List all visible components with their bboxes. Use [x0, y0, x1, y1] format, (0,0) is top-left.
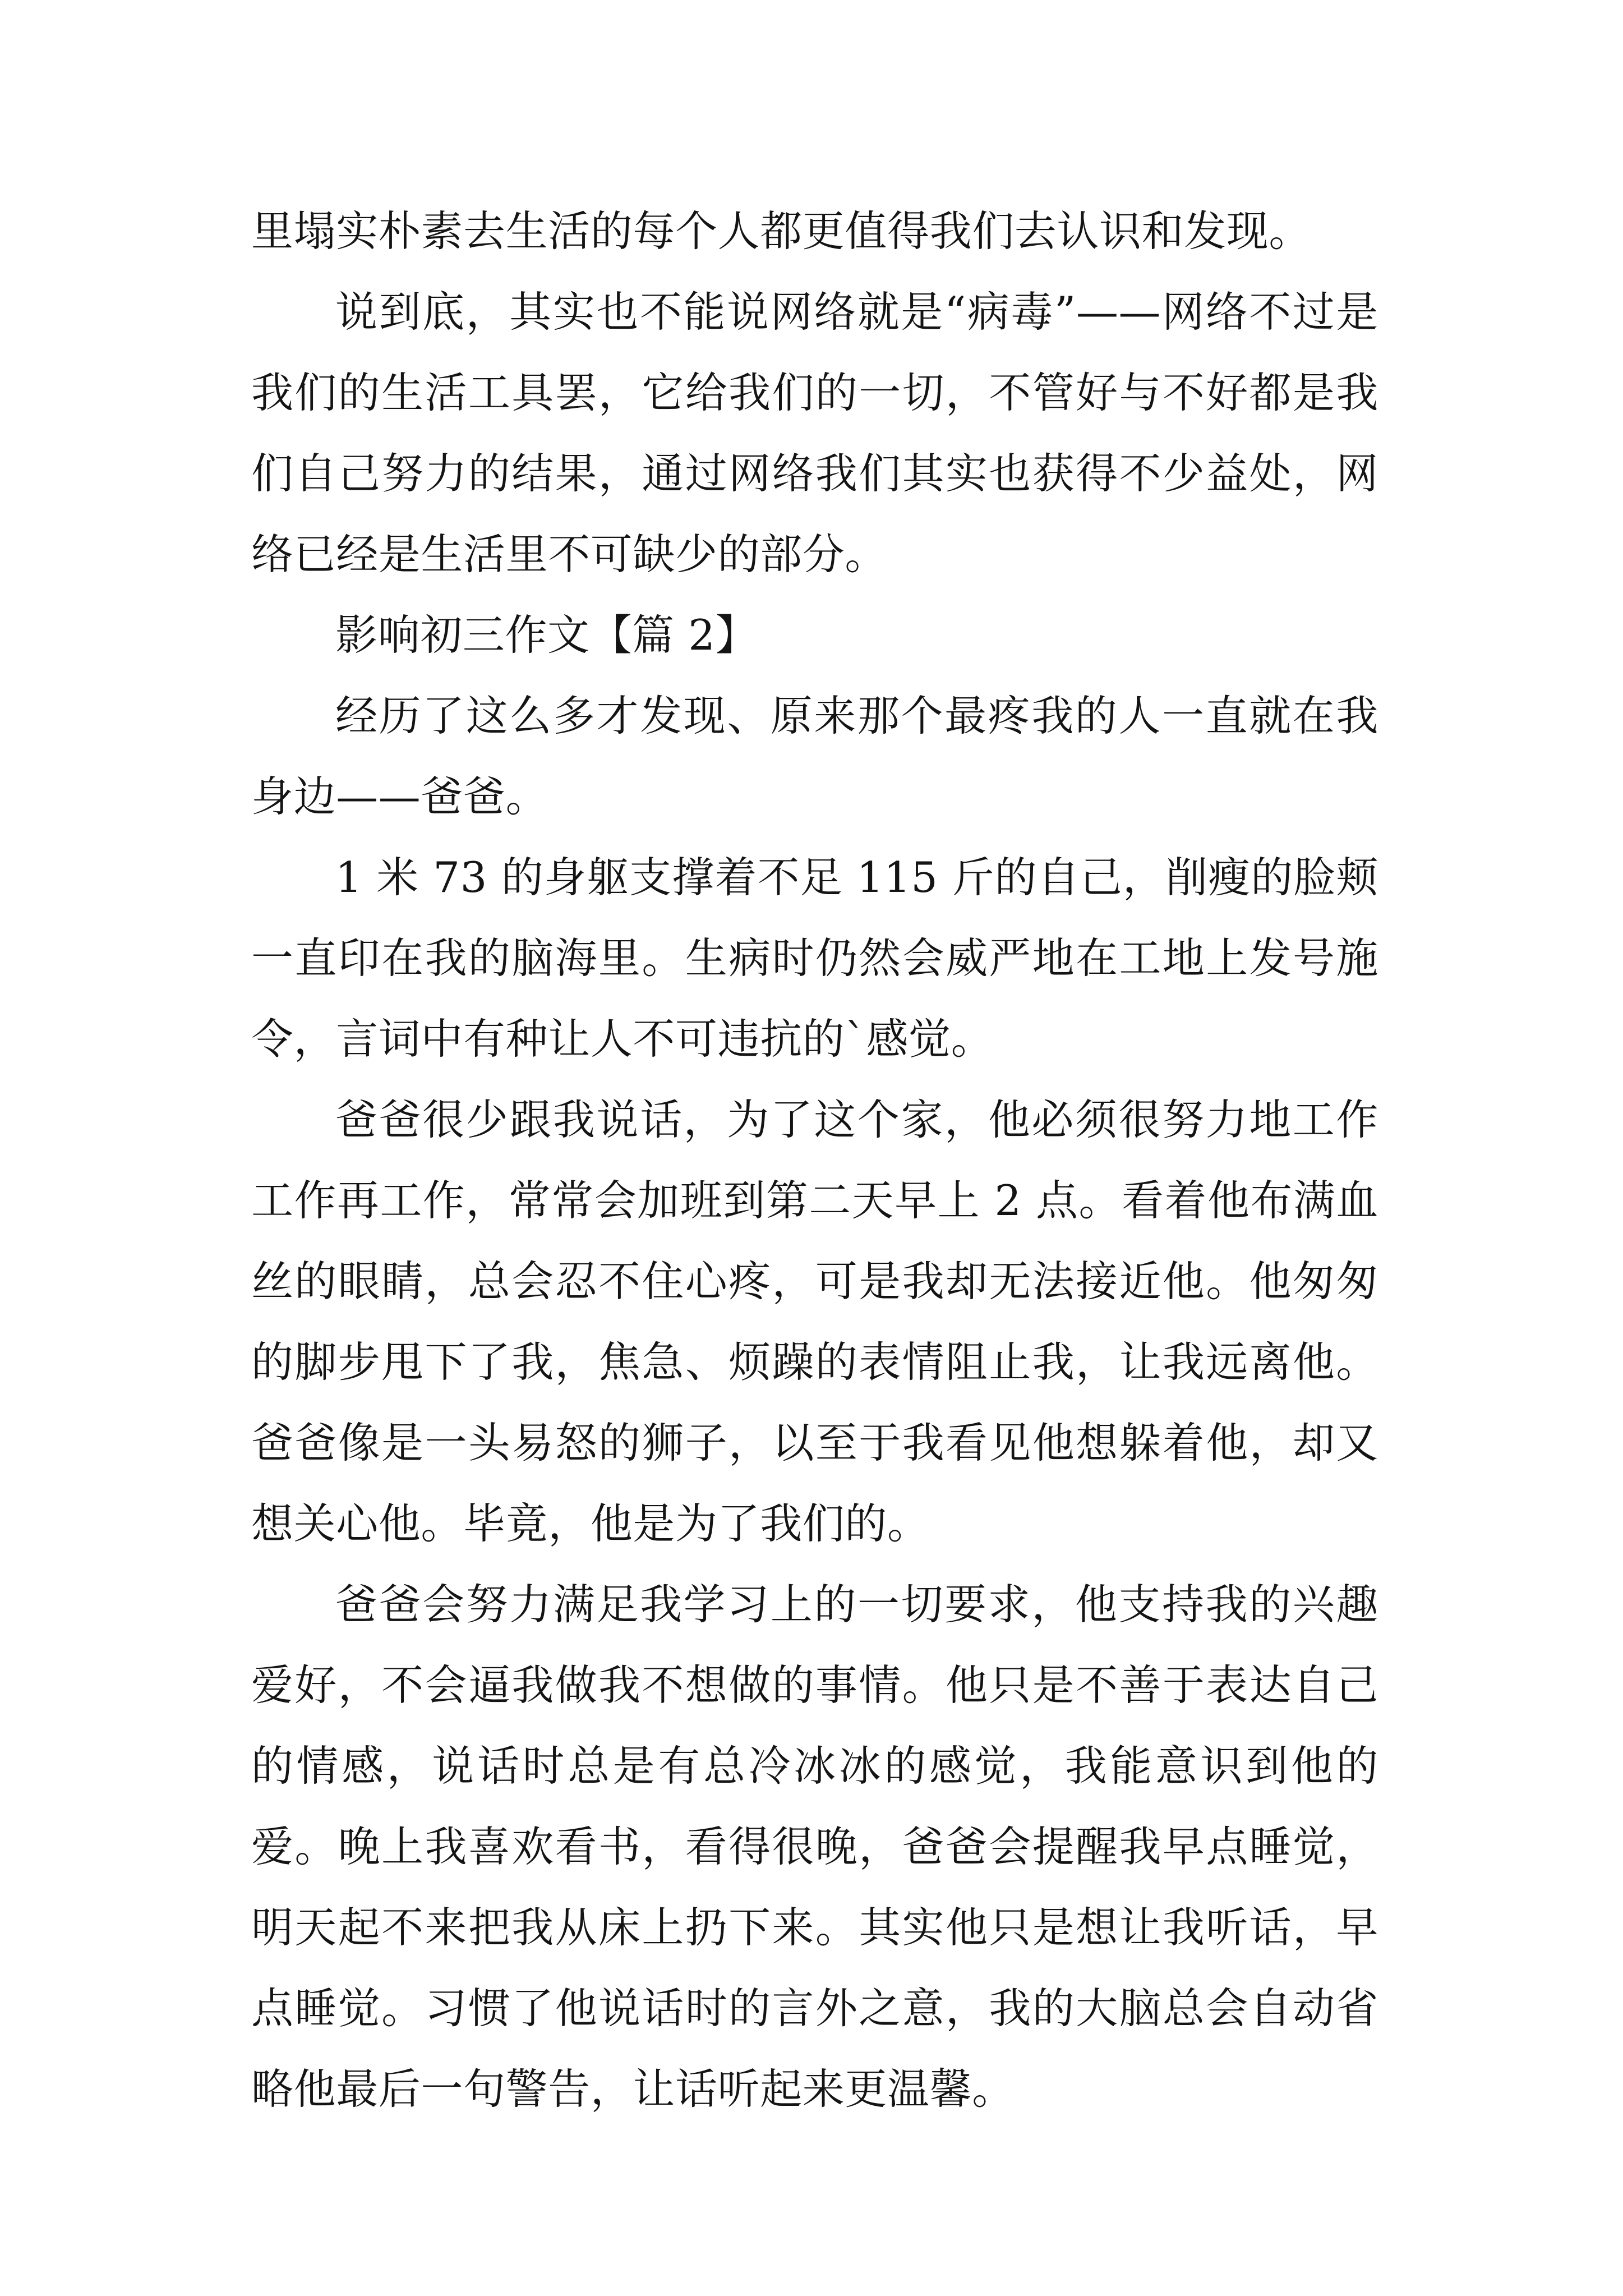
- paragraph-continuation: 里塌实朴素去生活的每个人都更值得我们去认识和发现。: [251, 206, 1312, 256]
- document-body: [251, 191, 1378, 2129]
- essay-section-heading: 影响初三作文【篇 2】: [335, 610, 758, 660]
- paragraph-father-description: 1 米 73 的身躯支撑着不足 115 斤的自己，削瘦的脸颊一直印在我的脑海里。生病时仍然会威严地在工地上发号施令，言词中有种让人不可违抗的`感觉。: [251, 853, 1378, 1064]
- paragraph-father-care: 爸爸会努力满足我学习上的一切要求，他支持我的兴趣爱好，不会逼我做我不想做的事情。他只是不善于表达自己的情感，说话时总是有总冷冰冰的感觉，我能意识到他的爱。晚上我喜欢看书，看得很晚，爸爸会提醒我早点睡觉，明天起不来把我从床上扔下来。其实他只是想让我听话，早点睡觉。习惯了他说话时的言外之意，我的大脑总会自动省略他最后一句警告，让话听起来更温馨。: [251, 1580, 1378, 2114]
- paragraph-network-conclusion: 说到底，其实也不能说网络就是“病毒”——网络不过是我们的生活工具罢，它给我们的一切，不管好与不好都是我们自己努力的结果，通过网络我们其实也获得不少益处，网络已经是生活里不可缺少的部分。: [251, 287, 1378, 579]
- paragraph-father-work: 爸爸很少跟我说话，为了这个家，他必须很努力地工作工作再工作，常常会加班到第二天早上 2 点。看着他布满血丝的眼睛，总会忍不住心疼，可是我却无法接近他。他匆匆的脚步甩下了我，焦急、烦躁的表情阻止我，让我远离他。爸爸像是一头易怒的狮子，以至于我看见他想躲着他，却又想关心他。毕竟，他是为了我们的。: [251, 1095, 1378, 1548]
- paragraph-father-intro: 经历了这么多才发现、原来那个最疼我的人一直就在我身边——爸爸。: [251, 691, 1378, 821]
